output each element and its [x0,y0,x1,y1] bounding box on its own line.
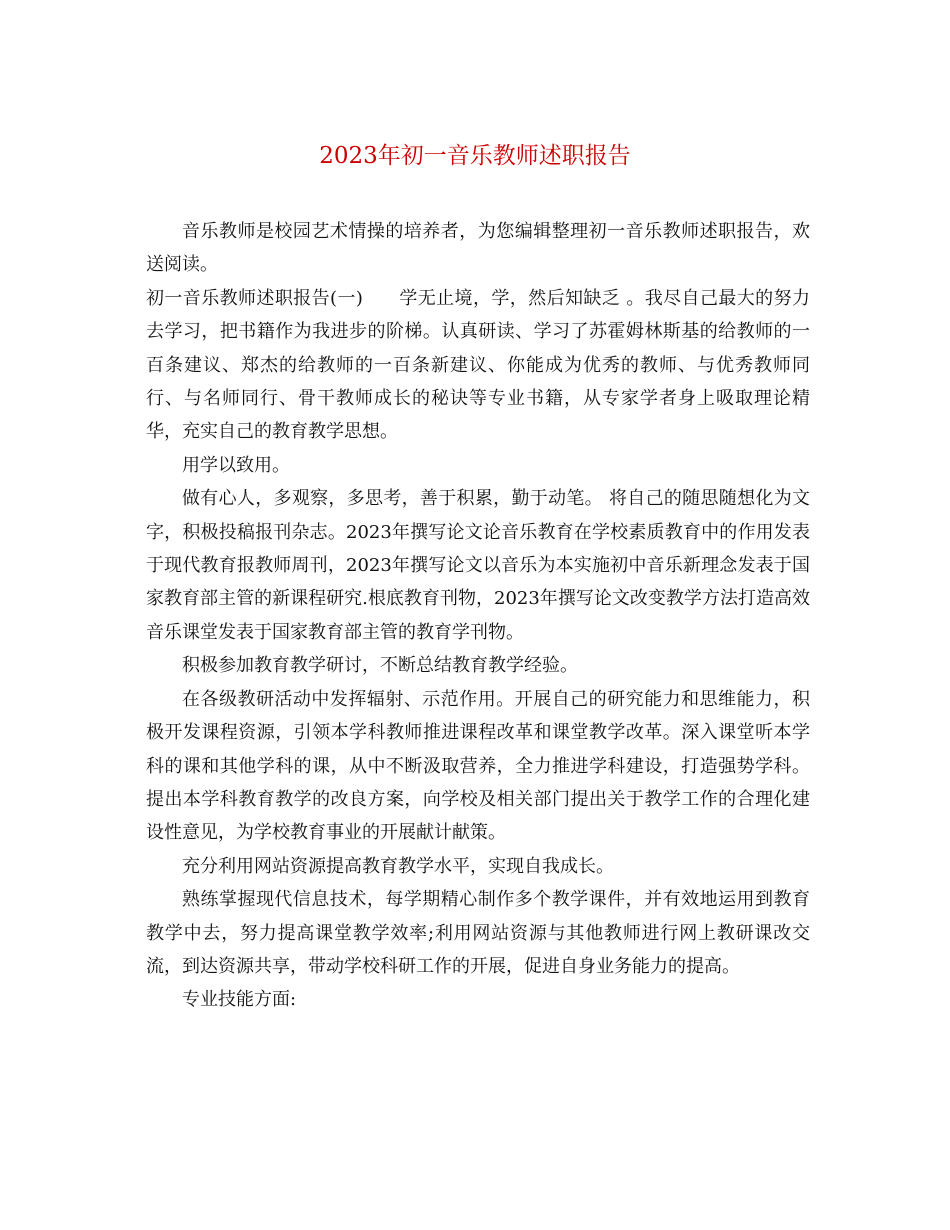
paragraph-writing: 做有心人，多观察，多思考，善于积累，勤于动笔。 将自己的随思随想化为文字，积极投稿报刊杂志。2023年撰写论文论音乐教育在学校素质教育中的作用发表于现代教育报教师周刊，2023年撰写论文以音乐为本实施初中音乐新理念发表于国家教育部主管的新课程研究.根底教育刊物，2023年撰写论文改变教学方法打造高效音乐课堂发表于国家教育部主管的教育学刊物。 [146,488,810,643]
section-heading: 初一音乐教师述职报告(一) [146,287,363,309]
paragraph-web-resources: 充分利用网站资源提高教育教学水平，实现自我成长。 [182,855,614,877]
paragraph-professional-skills: 专业技能方面: [182,989,297,1011]
paragraph-apply-learning: 用学以致用。 [182,454,290,476]
paragraph-report-one-text: 学无止境，学，然后知缺乏 。我尽自己最大的努力去学习，把书籍作为我进步的阶梯。认真研读、学习了苏霍姆林斯基的给教师的一百条建议、郑杰的给教师的一百条新建议、你能成为优秀的教师、与优秀教师同行、与名师同行、骨干教师成长的秘诀等专业书籍，从专家学者身上吸取理论精华，充实自己的教育教学思想。 [146,287,810,443]
paragraph-intro: 音乐教师是校园艺术情操的培养者，为您编辑整理初一音乐教师述职报告，欢送阅读。 [146,221,810,276]
document-body [146,215,810,1017]
document-title: 2023年初一音乐教师述职报告 [319,143,631,169]
paragraph-report-one [146,282,810,449]
paragraph-research: 积极参加教育教学研讨，不断总结教育教学经验。 [182,655,578,677]
paragraph-demonstration: 在各级教研活动中发挥辐射、示范作用。开展自己的研究能力和思维能力，积极开发课程资源，引领本学科教师推进课程改革和课堂教学改革。深入课堂听本学科的课和其他学科的课，从中不断汲取营养，全力推进学科建设，打造强势学科。提出本学科教育教学的改良方案，向学校及相关部门提出关于教学工作的合理化建设性意见，为学校教育事业的开展献计献策。 [146,688,810,844]
paragraph-it-skills: 熟练掌握现代信息技术，每学期精心制作多个教学课件，并有效地运用到教育教学中去，努力提高课堂教学效率;利用网站资源与其他教师进行网上教研课改交流，到达资源共享，带动学校科研工作的开展，促进自身业务能力的提高。 [146,889,810,977]
